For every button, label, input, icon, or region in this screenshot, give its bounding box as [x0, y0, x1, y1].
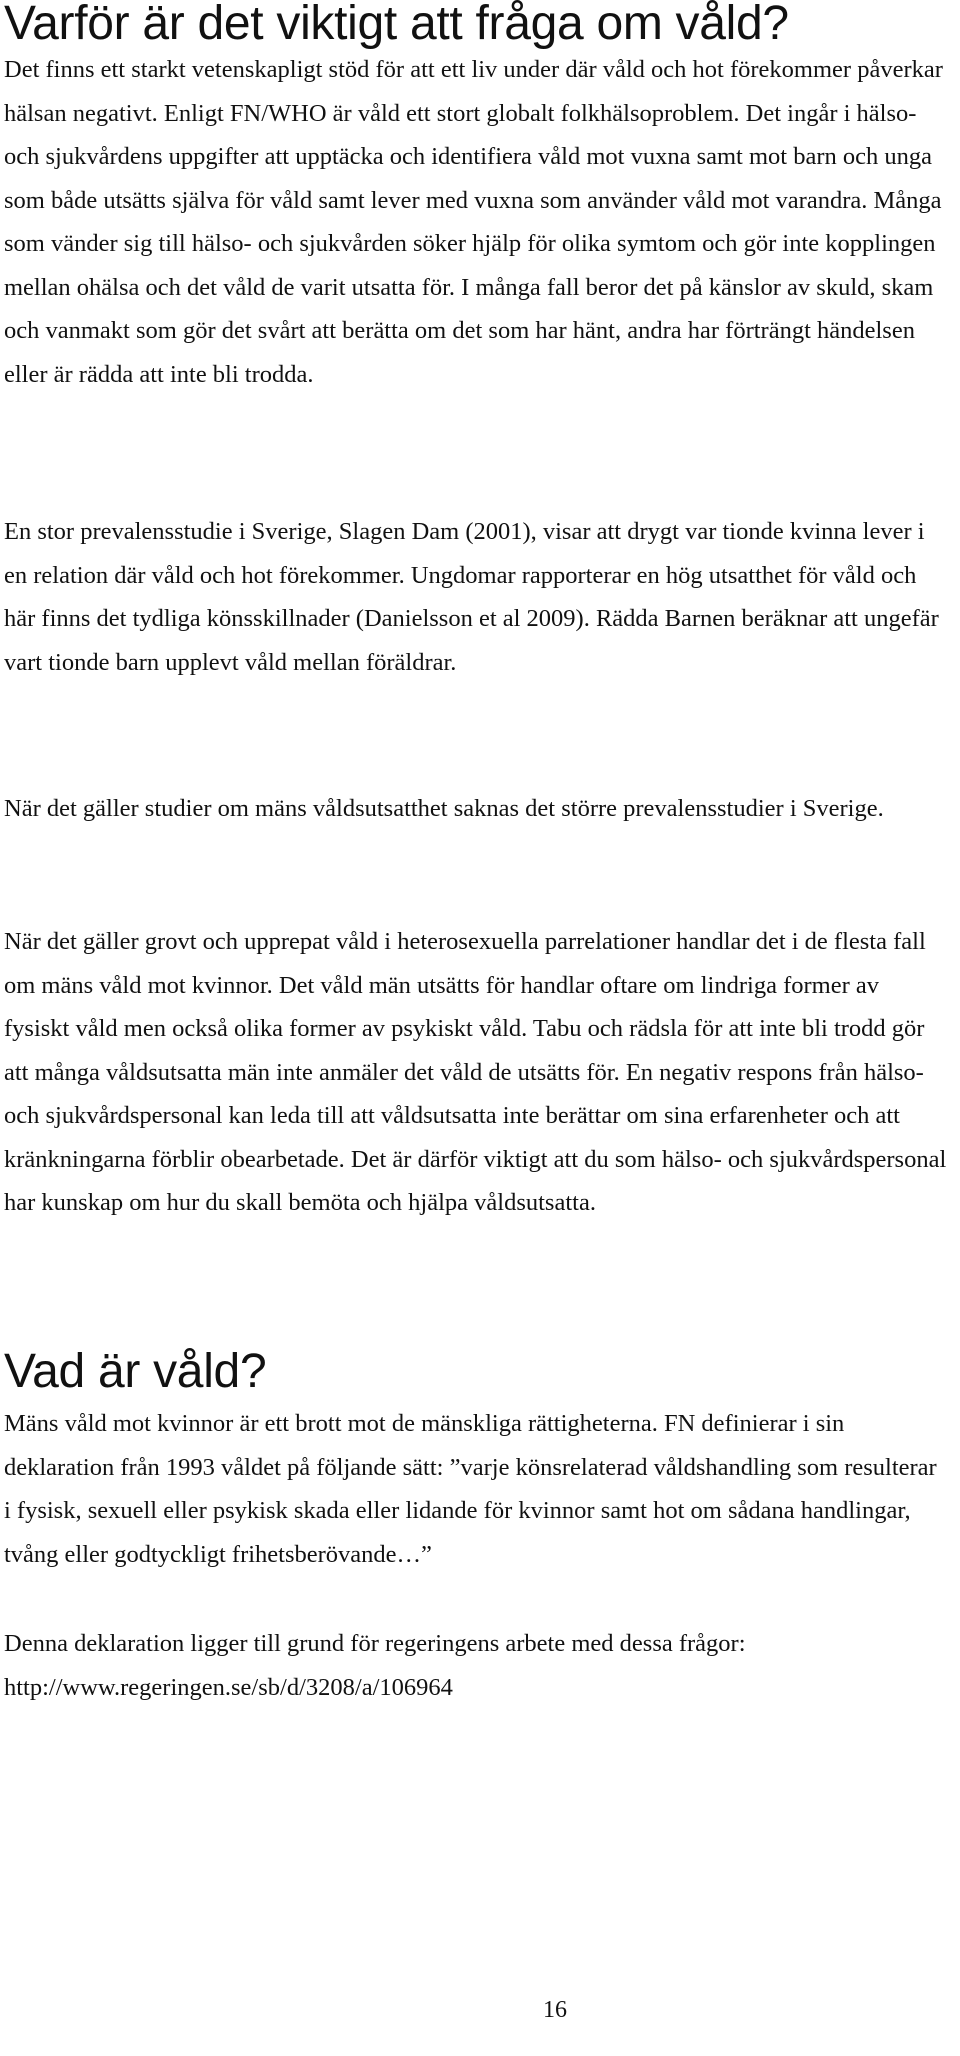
body-paragraph: En stor prevalensstudie i Sverige, Slagen Dam (2001), visar att drygt var tionde kvinna lever i en relation där våld och hot förekommer. Ungdomar rapporterar en hög utsatthet för våld och här finns det tydliga könsskillnader (Danielsson et al 2009). Rädda Barnen beräknar att ungefär vart tionde barn upplevt våld mellan föräldrar. [4, 518, 939, 676]
body-paragraph: Det finns ett starkt vetenskapligt stöd för att ett liv under där våld och hot förekommer påverkar hälsan negativt. Enligt FN/WHO är våld ett stort globalt folkhälsoproblem. Det ingår i hälso- och sjukvårdens uppgifter att upptäcka och identifiera våld mot vuxna samt mot barn och unga som både utsätts själva för våld samt lever med vuxna som använder våld mot varandra. Många som vänder sig till hälso- och sjukvården söker hjälp för olika symtom och gör inte kopplingen mellan ohälsa och det våld de varit utsatta för. I många fall beror det på känslor av skuld, skam och vanmakt som gör det svårt att berätta om det som har hänt, andra har förträngt händelsen eller är rädda att inte bli trodda. [4, 56, 943, 388]
section-heading-what-is-violence: Vad är våld? [4, 1345, 267, 1398]
body-paragraph: Mäns våld mot kvinnor är ett brott mot de mänskliga rättigheterna. FN definierar i sin deklaration från 1993 våldet på följande sätt: ”varje könsrelaterad våldshandling som resulterar i fysisk, sexuell eller psykisk skada eller lidande för kvinnor samt hot om sådana handlingar, tvång eller godtyckligt frihetsberövande…” [4, 1410, 937, 1568]
body-paragraph: När det gäller studier om mäns våldsutsatthet saknas det större prevalensstudier i Sverige. [4, 795, 884, 822]
body-paragraph-with-link: Denna deklaration ligger till grund för regeringens arbete med dessa frågor: http://www.regeringen.se/sb/d/3208/a/106964 [4, 1630, 746, 1701]
page-number: 16 [543, 1997, 567, 2023]
section-heading-why-ask: Varför är det viktigt att fråga om våld? [4, 0, 789, 50]
body-paragraph: När det gäller grovt och upprepat våld i heterosexuella parrelationer handlar det i de flesta fall om mäns våld mot kvinnor. Det våld män utsätts för handlar oftare om lindriga former av fysiskt våld men också olika former av psykiskt våld. Tabu och rädsla för att inte bli trodd gör att många våldsutsatta män inte anmäler det våld de utsätts för. En negativ respons från hälso- och sjukvårdspersonal kan leda till att våldsutsatta inte berättar om sina erfarenheter och att kränkningarna förblir obearbetade. Det är därför viktigt att du som hälso- och sjukvårdspersonal har kunskap om hur du skall bemöta och hjälpa våldsutsatta. [4, 928, 947, 1216]
page-footer [0, 1995, 960, 2025]
